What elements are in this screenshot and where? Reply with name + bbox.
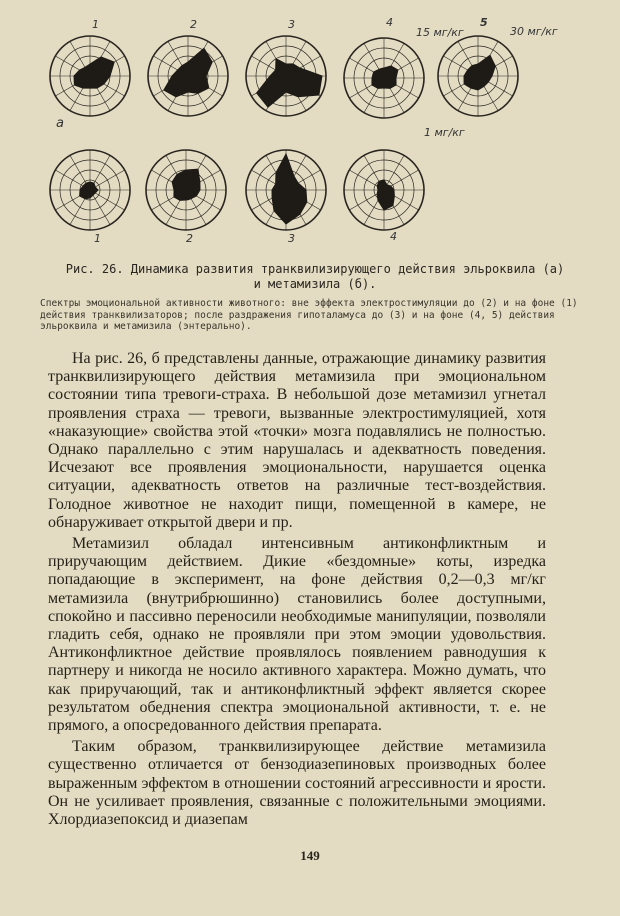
figure-caption-title	[40, 262, 590, 292]
row-b-dose: 1 мг/кг	[424, 126, 465, 139]
radar-chart-a4-spectrum	[372, 66, 398, 89]
chart-a3-number: 3	[288, 18, 295, 31]
radar-chart-a3	[246, 36, 326, 116]
body-text	[48, 350, 546, 832]
chart-b2-number: 2	[186, 232, 193, 245]
paragraph-1: На рис. 26, б представлены данные, отражающие динамику развития транквилизирующего действия метамизила при эмоциональном состоянии типа тревоги-страха. В небольшой дозе метамизил угнетал проявления страха — тревоги, вызванные электростимуляцией, хотя «наказующие» свойства этой «точки» мозга подавлялись не полностью. Однако параллельно с этим нарушалась и адекватность поведения. Исчезают все проявления эмоциональности, нарушается оценка ситуации, адекватность ответов на различные тест-воздействия. Голодное животное не находит пищи, помещенной в камере, не обнаруживает открытой двери и пр.	[48, 350, 546, 531]
page-number: 149	[300, 848, 320, 863]
radar-chart-b2	[146, 150, 226, 230]
paragraph-3: Таким образом, транквилизирующее действие метамизила существенно отличается от бензодиазепиновых производных более выраженным эффектом в отношении состояний агрессивности и ярости. Он не усиливает проявления, связанные с положительными эмоциями. Хлордиазепоксид и диазепам	[48, 738, 546, 829]
radar-chart-b3	[246, 150, 326, 230]
radar-chart-a5	[438, 36, 518, 116]
chart-a5-dose: 30 мг/кг	[510, 25, 558, 38]
row-a-label: a	[56, 116, 64, 131]
chart-a2-number: 2	[190, 18, 197, 31]
radar-chart-b4	[344, 150, 424, 230]
radar-chart-b2-spectrum	[172, 169, 200, 200]
radar-chart-b4-spectrum	[377, 180, 394, 210]
figure-caption-text: Спектры эмоциональной активности животного: вне эффекта электростимуляции до (2) и на фоне (1) действия транквилизаторов; после раздражения гипоталамуса до (3) и на фоне (4, 5) действия эльроквила и метамизила (энтерально).	[40, 298, 578, 332]
chart-a5-number: 5	[480, 16, 488, 29]
paragraph-2: Метамизил обладал интенсивным антиконфликтным и приручающим действием. Дикие «бездомные» коты, изредка попадающие в эксперимент, на фоне действия 0,2—0,3 мг/кг метамизила (внутрибрюшинно) становились более доступными, спокойно и пассивно переносили необходимые манипуляции, позволяли гладить себя, однако не проявляли при этом эмоции удовольствия. Антиконфликтное действие проявлялось появлением равнодушия к партнеру и никогда не носило активного характера. Можно думать, что как приручающий, так и антиконфликтный эффект является скорее результатом обеднения спектра эмоциональной активности, т. е. не прямого, а опосредованного действия препарата.	[48, 535, 546, 735]
radar-chart-a2	[148, 36, 228, 116]
chart-a1-number: 1	[92, 18, 99, 31]
radar-chart-a3-spectrum	[257, 59, 322, 107]
chart-b4-number: 4	[390, 230, 397, 243]
radar-figure	[40, 12, 590, 260]
caption-title-line1: Рис. 26. Динамика развития транквилизирующего действия эльроквила (а)	[65, 262, 565, 276]
chart-a4-number: 4	[386, 16, 393, 29]
chart-b1-number: 1	[94, 232, 101, 245]
chart-a4-dose: 15 мг/кг	[416, 26, 464, 39]
radar-charts-svg	[40, 12, 590, 260]
radar-chart-b1-spectrum	[80, 182, 98, 199]
caption-title-line2: и метамизила (б).	[253, 277, 377, 291]
chart-b3-number: 3	[288, 232, 295, 245]
radar-chart-a4	[344, 38, 424, 118]
radar-chart-b1	[50, 150, 130, 230]
radar-chart-a1	[50, 36, 130, 116]
radar-chart-a1-spectrum	[74, 57, 114, 88]
